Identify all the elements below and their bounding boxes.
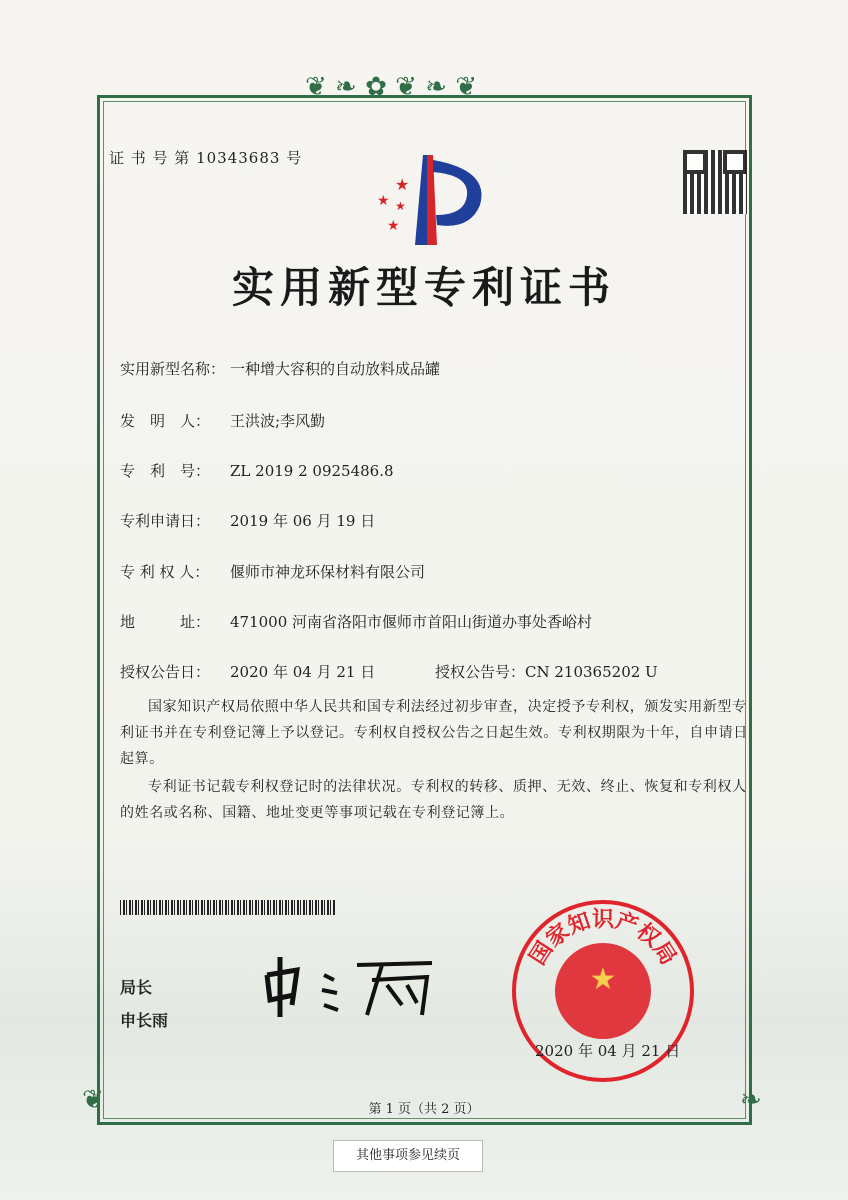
corner-ornament-icon: ❧: [740, 1085, 762, 1115]
director-signature: [262, 955, 437, 1020]
cnipa-logo: [365, 150, 490, 245]
statement-paragraph: 专利证书记载专利权登记时的法律状况。专利权的转移、质押、无效、终止、恢复和专利权人的姓名或名称、国籍、地址变更等事项记载在专利登记簿上。: [120, 779, 747, 821]
svg-text:★: ★: [377, 193, 390, 209]
field-grant-date: 授权公告日： 2020 年 04 月 21 日: [120, 663, 376, 681]
page-title: 实用新型专利证书: [231, 263, 616, 312]
continuation-note: 其他事项参见续页: [333, 1140, 483, 1172]
qr-code: [683, 150, 747, 214]
field-patentee: 专 利 权 人： 偃师市神龙环保材料有限公司: [120, 563, 426, 581]
barcode: [120, 900, 335, 915]
statement-paragraph: 国家知识产权局依照中华人民共和国专利法经过初步审查，决定授予专利权，颁发实用新型专利证书并在专利登记簿上予以登记。专利权自授权公告之日起生效。专利权期限为十年，自申请日起算。: [120, 699, 748, 767]
field-patent-number: 专 利 号： ZL 2019 2 0925486.8: [120, 462, 394, 480]
field-application-date: 专利申请日： 2019 年 06 月 19 日: [120, 512, 376, 530]
page-indicator: 第 1 页（共 2 页）: [368, 1102, 480, 1117]
svg-text:★: ★: [387, 218, 400, 234]
field-name: 实用新型名称： 一种增大容积的自动放料成品罐: [120, 360, 441, 378]
top-ornament-icon: ❦ ❧ ✿ ❦ ❧ ❦: [305, 72, 478, 102]
svg-text:★: ★: [395, 199, 406, 213]
seal-date: 2020 年 04 月 21 日: [535, 1042, 681, 1060]
svg-text:★: ★: [589, 962, 617, 997]
director-name: 申长雨: [120, 1011, 169, 1030]
svg-text:★: ★: [395, 175, 410, 194]
field-grant-number: 授权公告号：CN 210365202 U: [435, 663, 658, 681]
corner-ornament-icon: ❦: [82, 1085, 104, 1115]
director-title: 局长: [120, 978, 153, 997]
certificate-number: 证 书 号 第 10343683 号: [109, 149, 303, 167]
svg-text:国家知识产权局: 国家知识产权局: [524, 906, 682, 970]
field-inventor: 发 明 人： 王洪波;李风勤: [120, 412, 326, 430]
field-address: 地 址： 471000 河南省洛阳市偃师市首阳山街道办事处香峪村: [120, 613, 593, 631]
